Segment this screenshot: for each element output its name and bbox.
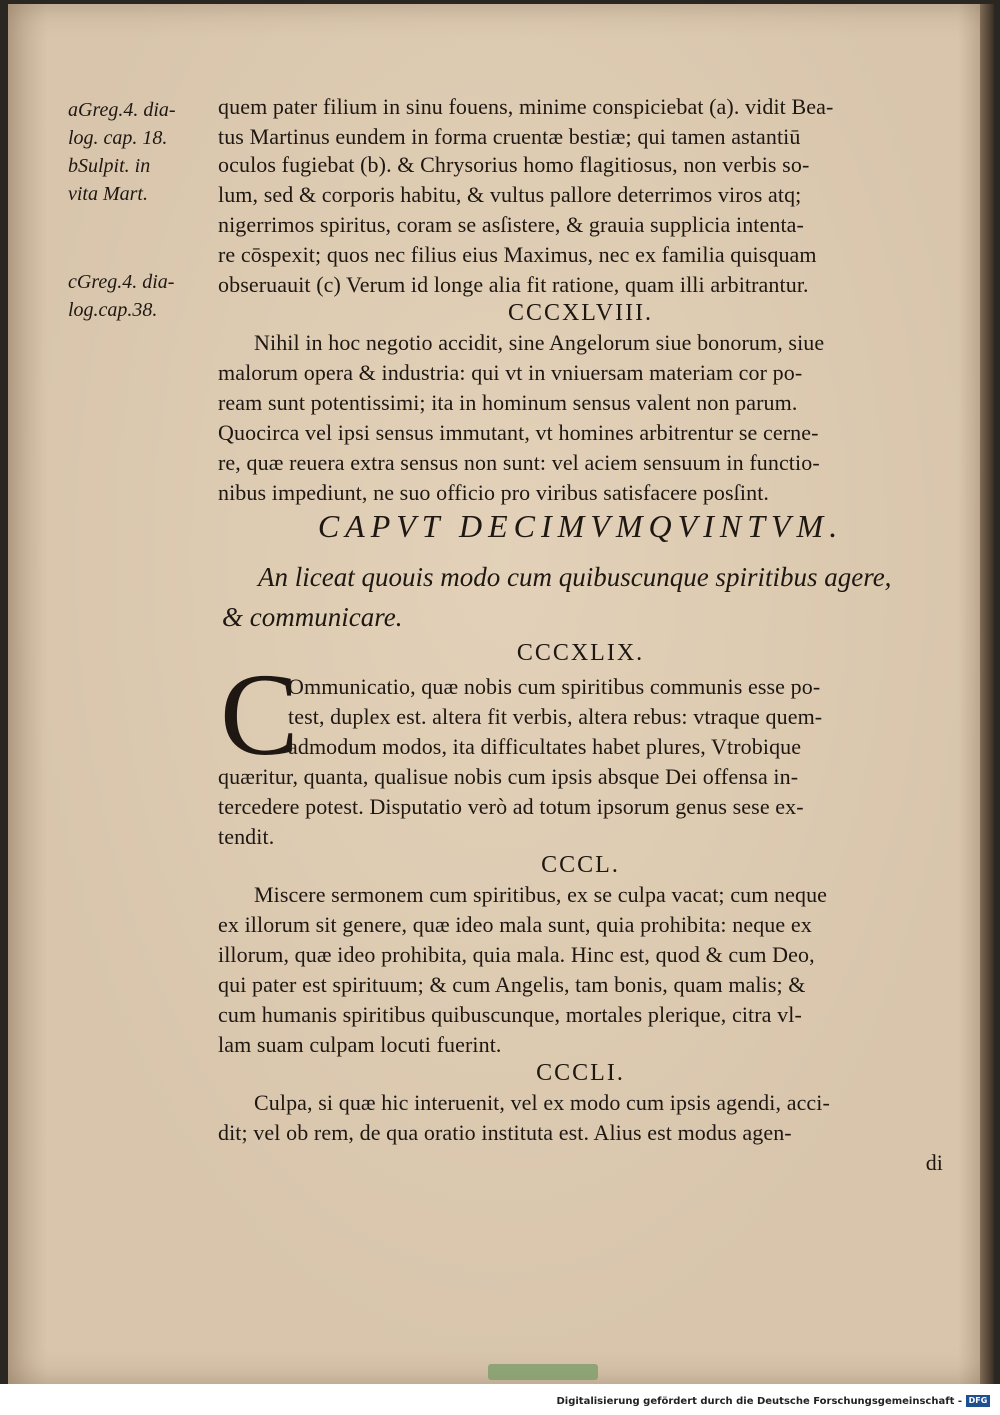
text-line: qui pater est spirituum; & cum Angelis, tam bonis, quam malis; & [218,972,806,997]
text-line: malorum opera & industria: qui vt in vniuersam materiam cor po- [218,360,803,385]
chapter-title: CAPVT DECIMVMQVINTVM. [317,508,844,544]
text-line: lum, sed & corporis habitu, & vultus pallore deterrimos viros atq; [218,182,802,207]
text-line: re cōspexit; quos nec filius eius Maximus, nec ex familia quisquam [218,242,817,267]
text-line: ream sunt potentissimi; ita in hominum sensus valent non parum. [218,390,798,415]
margin-note: log. cap. 18. [68,127,168,149]
section-heading: CCCL. [541,852,620,878]
text-line: lam suam culpam locuti fuerint. [218,1032,502,1057]
text-line: Quocirca vel ipsi sensus immutant, vt homines arbitrentur se cerne- [218,420,819,445]
text-line: cum humanis spiritibus quibuscunque, mortales plerique, citra vl- [218,1002,802,1027]
text-line: admodum modos, ita difficultates habet plures, Vtrobique [288,734,802,759]
dfg-logo: DFG [966,1395,990,1407]
catchword: di [925,1150,943,1175]
text-line: quæritur, quanta, qualisue nobis cum ipsis absque Dei offensa in- [218,764,799,789]
text-line: obseruauit (c) Verum id longe alia fit ratione, quam illi arbitrantur. [218,272,809,297]
margin-note: vita Mart. [68,183,148,205]
chapter-subtitle: & communicare. [222,602,403,632]
margin-note: cGreg.4. dia- [68,271,175,293]
text-line: oculos fugiebat (b). & Chrysorius homo flagitiosus, non verbis so- [218,152,810,177]
page-stain [488,1364,598,1380]
text-line: nigerrimos spiritus, coram se asſistere, & grauia supplicia intenta- [218,212,804,237]
text-line: Culpa, si quæ hic interuenit, vel ex modo cum ipsis agendi, acci- [254,1090,830,1115]
text-line: nibus impediunt, ne suo officio pro viribus satisfacere posſint. [218,480,770,505]
chapter-subtitle: An liceat quouis modo cum quibuscunque spiritibus agere, [258,562,892,592]
book-spine [980,4,994,1384]
text-line: Nihil in hoc negotio accidit, sine Angelorum siue bonorum, siue [254,330,825,355]
funding-credit: Digitalisierung gefördert durch die Deutsche Forschungsgemeinschaft - [556,1396,962,1407]
section-heading: CCCXLIX. [516,640,645,666]
margin-note: log.cap.38. [68,299,158,321]
text-line: Ommunicatio, quæ nobis cum spiritibus communis esse po- [288,674,821,699]
text-line: test, duplex est. altera fit verbis, altera rebus: vtraque quem- [288,704,823,729]
text-line: tercedere potest. Disputatio verò ad totum ipsorum genus sese ex- [218,794,804,819]
text-line: tus Martinus eundem in forma cruentæ bestiæ; qui tamen astantiū [218,124,801,149]
text-line: dit; vel ob rem, de qua oratio instituta est. Alius est modus agen- [218,1120,792,1145]
text-line: tendit. [218,824,275,849]
drop-capital: C [220,649,299,780]
section-heading: CCCLI. [536,1060,625,1086]
text-line: ex illorum sit genere, quæ ideo mala sunt, quia prohibita: neque ex [218,912,812,937]
text-line: re, quæ reuera extra sensus non sunt: vel aciem sensuum in functio- [218,450,820,475]
text-line: quem pater filium in sinu fouens, minime conspiciebat (a). vidit Bea- [218,94,834,119]
text-line: illorum, quæ ideo prohibita, quia mala. Hinc est, quod & cum Deo, [218,942,815,967]
text-line: Miscere sermonem cum spiritibus, ex se culpa vacat; cum neque [254,882,828,907]
margin-note: bSulpit. in [68,155,151,177]
margin-note: aGreg.4. dia- [68,99,176,121]
section-heading: CCCXLVIII. [507,300,654,326]
